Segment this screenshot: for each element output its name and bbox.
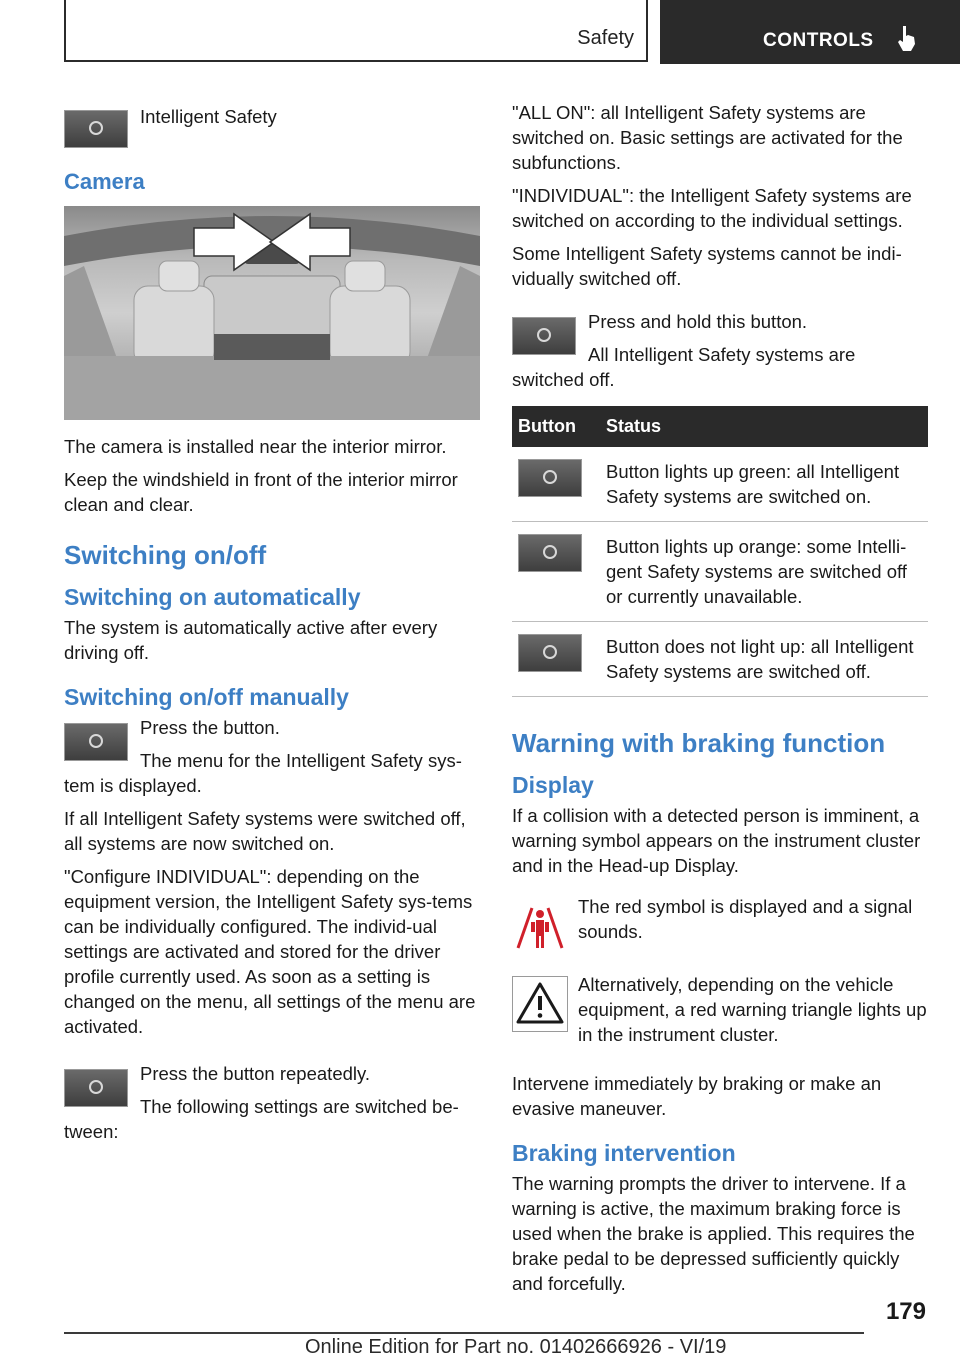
manual-paragraph-1: Press the button. — [140, 717, 280, 738]
red-symbol-paragraph: The red symbol is displayed and a signal sounds. — [578, 896, 913, 942]
auto-paragraph: The system is automatically active after every driving off. — [64, 617, 438, 663]
table-row — [512, 522, 928, 622]
footer-divider — [64, 1332, 864, 1334]
red-symbol-row — [512, 892, 928, 954]
heading-switching-on-automatically: Switching on automatically — [64, 584, 361, 610]
heading-switching-on-off-manually: Switching on/off manually — [64, 684, 349, 710]
car-interior-illustration — [64, 206, 480, 420]
camera-location-image — [64, 206, 480, 420]
braking-paragraph: The warning prompts the driver to intervene. If a warning is active, the maximum braking force is used when the brake is applied. This requires the brake pedal to be depressed sufficiently quickly and forcefully. — [512, 1173, 915, 1294]
header-chapter-box — [660, 0, 960, 64]
table-row — [512, 447, 928, 522]
header-section-title: Safety — [577, 27, 634, 49]
table-cell-status: Button does not light up: all Intelligent Safety systems are switched off. — [600, 622, 928, 697]
intelligent-safety-button-icon — [64, 110, 128, 148]
repeat-paragraph-2: The following settings are switched be‐tween: — [64, 1096, 459, 1142]
heading-braking-intervention: Braking intervention — [512, 1140, 736, 1166]
intelligent-safety-button-icon — [512, 317, 576, 355]
manual-paragraph-4: "Configure INDIVIDUAL": depending on the equipment version, the Intelligent Safety sys‐tems can be individually configured. The individ‐ual settings are activated and stored for the driver profile currently used. As soon as a setting is changed on the menu, all settings of the menu are activated. — [64, 866, 476, 1037]
camera-paragraph-2: Keep the windshield in front of the interior mirror clean and clear. — [64, 469, 458, 515]
hold-paragraph-2: All Intelligent Safety systems are switched off. — [512, 344, 856, 390]
intelligent-safety-button-icon — [64, 723, 128, 761]
warning-triangle-row — [512, 970, 928, 1055]
heading-camera: Camera — [64, 169, 145, 194]
heading-warning-with-braking: Warning with braking function — [512, 728, 886, 758]
warning-triangle-icon — [512, 976, 568, 1032]
table-header-status: Status — [600, 406, 928, 447]
hand-pointer-icon — [896, 24, 918, 52]
heading-switching-on-off: Switching on/off — [64, 540, 267, 570]
right-column — [512, 100, 928, 1304]
hold-paragraph-1: Press and hold this button. — [588, 311, 808, 332]
page-number: 179 — [885, 1298, 926, 1325]
button-status-table — [512, 406, 928, 697]
intelligent-safety-caption-row — [64, 100, 480, 154]
all-on-paragraph: "ALL ON": all Intelligent Safety systems are switched on. Basic settings are activated for the subfunctions. — [512, 102, 903, 173]
header-chapter-title: CONTROLS — [763, 30, 874, 51]
repeat-press-row — [64, 1061, 480, 1144]
manual-press-row — [64, 715, 480, 798]
table-header-button: Button — [512, 406, 600, 447]
table-cell-status: Button lights up orange: some Intelli‐gent Safety systems are switched off or currently unavailable. — [600, 522, 928, 622]
manual-paragraph-2: The menu for the Intelligent Safety sys‐tem is displayed. — [64, 750, 462, 796]
repeat-paragraph-1: Press the button repeatedly. — [140, 1063, 371, 1084]
cannot-switch-paragraph: Some Intelligent Safety systems cannot be indi‐vidually switched off. — [512, 243, 902, 289]
intelligent-safety-caption: Intelligent Safety — [140, 106, 277, 127]
intelligent-safety-button-icon — [518, 459, 582, 497]
intelligent-safety-button-icon — [518, 634, 582, 672]
table-header-row — [512, 406, 928, 447]
camera-paragraph-1: The camera is installed near the interior mirror. — [64, 436, 447, 457]
display-paragraph: If a collision with a detected person is imminent, a warning symbol appears on the instrument cluster and in the Head-up Display. — [512, 805, 921, 876]
footer-edition: Online Edition for Part no. 01402666926 - VI/19 — [305, 1336, 727, 1358]
pedestrian-warning-icon — [512, 898, 568, 954]
left-column — [64, 100, 480, 1152]
intervene-paragraph: Intervene immediately by braking or make an evasive maneuver. — [512, 1073, 882, 1119]
heading-display: Display — [512, 772, 594, 798]
intelligent-safety-button-icon — [64, 1069, 128, 1107]
hold-press-row — [512, 309, 928, 392]
header-section-box — [64, 0, 648, 62]
manual-paragraph-3: If all Intelligent Safety systems were switched off, all systems are now switched on. — [64, 808, 466, 854]
alternatively-paragraph: Alternatively, depending on the vehicle equipment, a red warning triangle lights up in the instrument cluster. — [578, 974, 927, 1045]
table-row — [512, 622, 928, 697]
individual-paragraph: "INDIVIDUAL": the Intelligent Safety systems are switched on according to the individual settings. — [512, 185, 912, 231]
table-cell-status: Button lights up green: all Intelligent Safety systems are switched on. — [600, 447, 928, 522]
intelligent-safety-button-icon — [518, 534, 582, 572]
